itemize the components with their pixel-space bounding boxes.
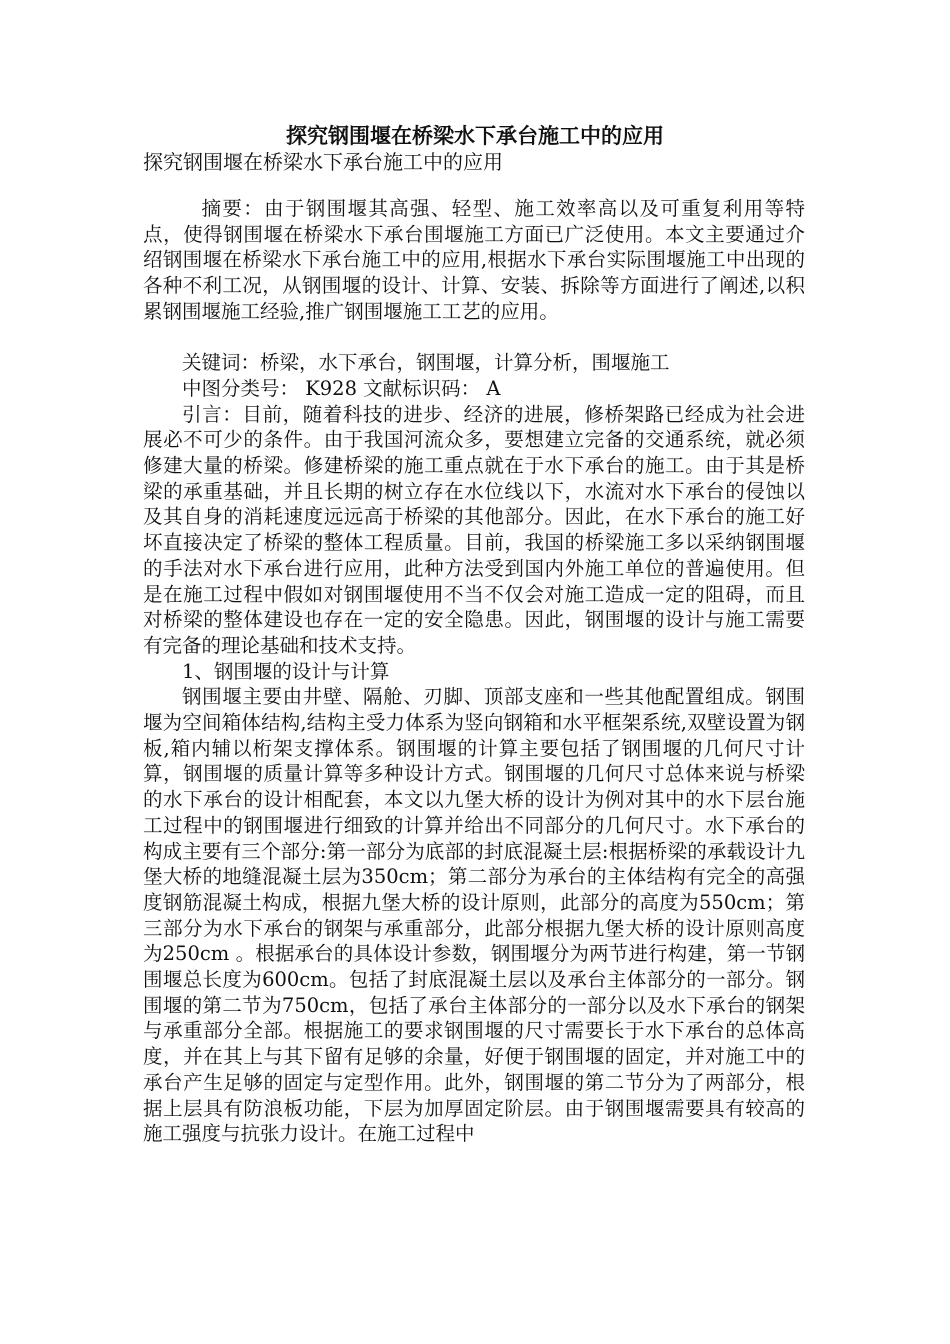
section-paragraph: 钢围堰主要由井壁、隔舱、刃脚、顶部支座和一些其他配置组成。钢围堰为空间箱体结构,结构主受力体系为竖向钢箱和水平框架系统,双壁设置为钢板,箱内辅以桁架支撑体系。钢围堰的计算主要包括了钢围堰的几何尺寸计算，钢围堰的质量计算等多种设计方式。钢围堰的几何尺寸总体来说与桥梁的水下承台的设计相配套，本文以九堡大桥的设计为例对其中的水下层台施工过程中的钢围堰进行细致的计算并给出不同部分的几何尺寸。水下承台的构成主要有三个部分:第一部分为底部的封底混凝土层:根据桥梁的承载设计九堡大桥的地缝混凝土层为350cm；第二部分为承台的主体结构有完全的高强度钢筋混凝土构成，根据九堡大桥的设计原则，此部分的高度为550cm；第三部分为水下承台的钢架与承重部分，此部分根据九堡大桥的设计原则高度为250cm 。根据承台的具体设计参数，钢围堰分为两节进行构建，第一节钢围堰总长度为600cm。包括了封底混凝土层以及承台主体部分的一部分。钢围堰的第二节为750cm，包括了承台主体部分的一部分以及水下承台的钢架与承重部分全部。根据施工的要求钢围堰的尺寸需要长于水下承台的总体高度，并在其上与其下留有足够的余量，好便于钢围堰的固定，并对施工中的承台产生足够的固定与定型作用。此外，钢围堰的第二节分为了两部分，根据上层具有防浪板功能，下层为加厚固定阶层。由于钢围堰需要具有较高的施工强度与抗张力设计。在施工过程中	[143, 685, 805, 1146]
intro-paragraph: 引言：目前，随着科技的进步、经济的进展，修桥架路已经成为社会进展必不可少的条件。由于我国河流众多，要想建立完备的交通系统，就必须修建大量的桥梁。修建桥梁的施工重点就在于水下承台的施工。由于其是桥梁的承重基础，并且长期的树立存在水位线以下，水流对水下承台的侵蚀以及其自身的消耗速度远远高于桥梁的其他部分。因此，在水下承台的施工好坏直接决定了桥梁的整体工程质量。目前，我国的桥梁施工多以采纳钢围堰的手法对水下承台进行应用，此种方法受到国内外施工单位的普遍使用。但是在施工过程中假如对钢围堰使用不当不仅会对施工造成一定的阻碍，而且对桥梁的整体建设也存在一定的安全隐患。因此，钢围堰的设计与施工需要有完备的理论基础和技术支持。	[143, 402, 805, 657]
document-title: 探究钢围堰在桥梁水下承台施工中的应用	[286, 124, 664, 148]
document-subtitle: 探究钢围堰在桥梁水下承台施工中的应用	[143, 150, 503, 174]
section-heading: 1、钢围堰的设计与计算	[182, 659, 390, 683]
classification-line: 中图分类号： K928 文献标识码： A	[182, 376, 501, 400]
paragraph-gap	[143, 325, 805, 351]
abstract-paragraph: 摘要：由于钢围堰其高强、轻型、施工效率高以及可重复利用等特点，使得钢围堰在桥梁水下承台围堰施工方面已广泛使用。本文主要通过介绍钢围堰在桥梁水下承台施工中的应用,根据水下承台实际围堰施工中出现的各种不利工况，从钢围堰的设计、计算、安装、拆除等方面进行了阐述,以积累钢围堰施工经验,推广钢围堰施工工艺的应用。	[143, 197, 805, 323]
document-body	[143, 196, 805, 1147]
keywords-line: 关键词：桥梁，水下承台，钢围堰，计算分析，围堰施工	[182, 351, 670, 375]
